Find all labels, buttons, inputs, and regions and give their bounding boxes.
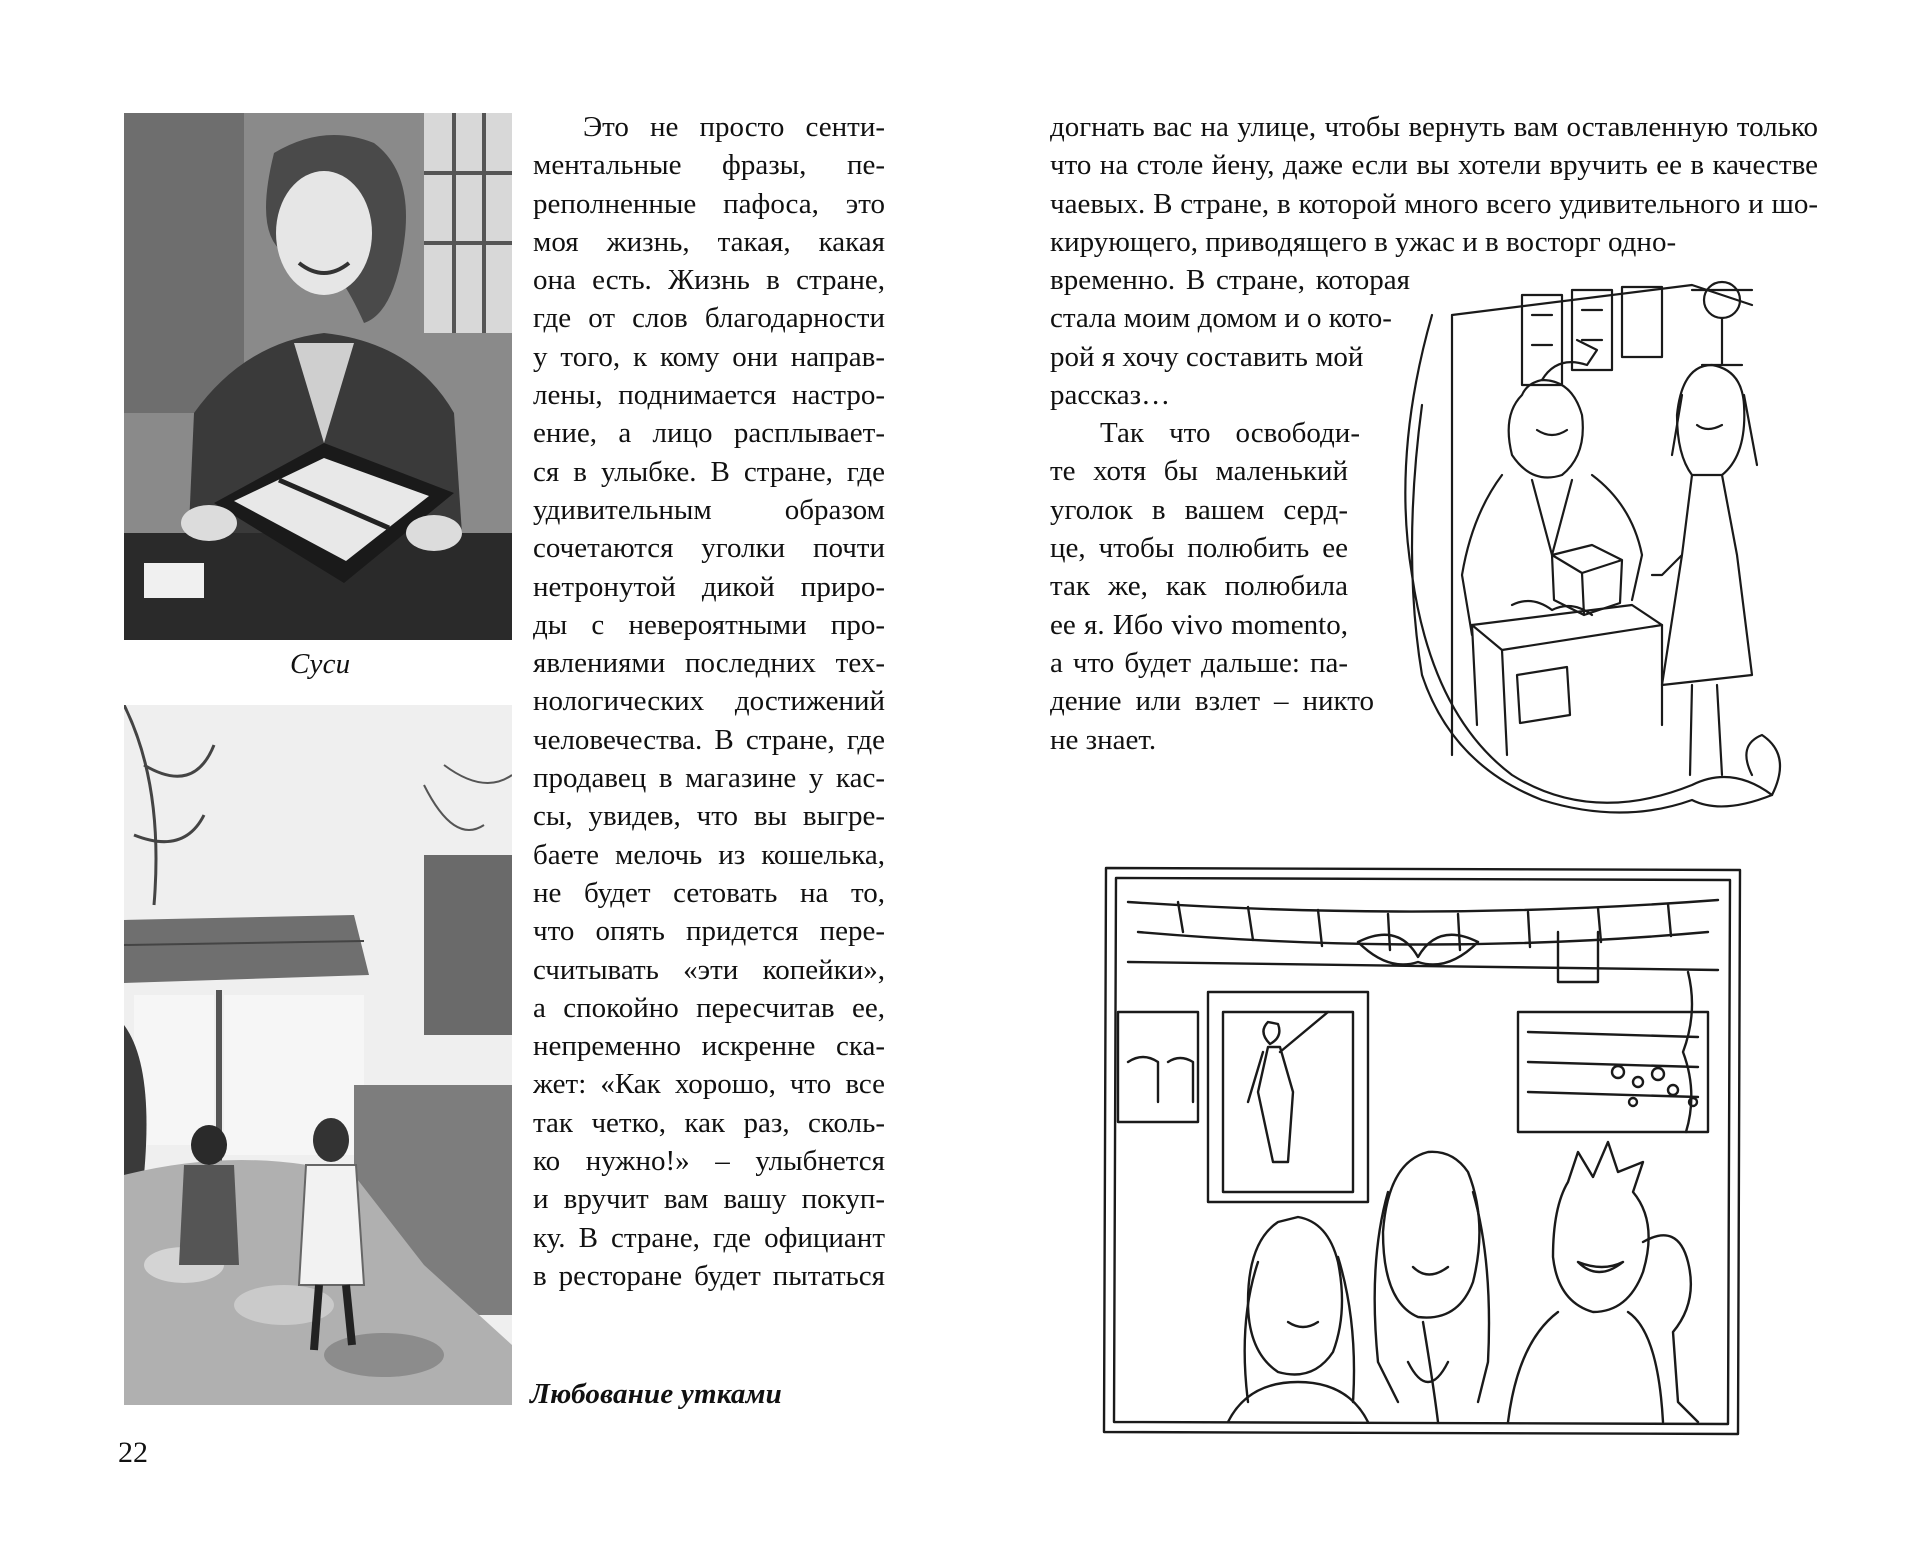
text-line: реполненные пафоса, это bbox=[533, 187, 885, 220]
text-line: стала моим домом и о кото- bbox=[1050, 302, 1392, 335]
text-line: явлениями последних тех- bbox=[533, 647, 885, 680]
text-line: продавец в магазине у кас- bbox=[533, 762, 885, 795]
text-line: нологических достижений bbox=[533, 685, 885, 718]
text-line: рассказ… bbox=[1050, 378, 1171, 411]
right-text-top bbox=[1050, 108, 1818, 261]
text-line: ение, а лицо расплывает- bbox=[533, 417, 885, 450]
text-line: те хотя бы маленький bbox=[1050, 455, 1348, 488]
street-shop-drawing bbox=[1098, 862, 1748, 1440]
text-line: что опять придется пере- bbox=[533, 915, 885, 948]
ducks-photo bbox=[124, 705, 512, 1405]
text-line: моя жизнь, такая, какая bbox=[533, 225, 885, 258]
text-line: Это не просто сенти- bbox=[583, 111, 885, 143]
text-line: она есть. Жизнь в стране, bbox=[533, 264, 885, 297]
text-line: жет: «Как хорошо, что все bbox=[533, 1068, 885, 1101]
text-line: что на столе йену, даже если вы хотели вручить ее в качестве bbox=[1050, 149, 1818, 182]
page-number: 22 bbox=[118, 1436, 148, 1469]
text-line: ко нужно!» – улыбнется bbox=[533, 1145, 885, 1178]
sushi-photo bbox=[124, 113, 512, 640]
left-text-column bbox=[533, 108, 885, 1295]
text-line: непременно искренне ска- bbox=[533, 1030, 885, 1063]
text-line: баете мелочь из кошелька, bbox=[533, 838, 885, 871]
text-line: сы, увидев, что вы выгре- bbox=[533, 800, 885, 833]
text-line: Так что освободи- bbox=[1100, 417, 1360, 450]
text-line: не будет сетовать на то, bbox=[533, 876, 885, 909]
text-line: так же, как полюбила bbox=[1050, 570, 1348, 603]
text-line: кирующего, приводящего в ужас и в восторг одно- bbox=[1050, 225, 1677, 258]
text-line: у того, к кому они направ- bbox=[533, 340, 885, 373]
text-line: не знает. bbox=[1050, 723, 1157, 756]
shop-counter-drawing bbox=[1392, 255, 1802, 825]
sushi-caption: Суси bbox=[290, 648, 351, 680]
text-line: в ресторане будет пытаться bbox=[533, 1259, 885, 1292]
text-line: ку. В стране, где официант bbox=[533, 1221, 885, 1254]
text-line: уголок в вашем серд- bbox=[1050, 493, 1348, 526]
right-text-narrow bbox=[1050, 261, 1410, 759]
text-line: ды с невероятными про- bbox=[533, 608, 885, 641]
text-line: лены, поднимается настро- bbox=[533, 379, 885, 412]
text-line: ся в улыбке. В стране, где bbox=[533, 455, 885, 488]
text-line: а что будет дальше: па- bbox=[1050, 646, 1348, 679]
text-line: ее я. Ибо vivo momento, bbox=[1050, 608, 1348, 641]
text-line: догнать вас на улице, чтобы вернуть вам оставленную только bbox=[1050, 111, 1818, 143]
text-line: дение или взлет – никто bbox=[1050, 685, 1374, 718]
text-line: це, чтобы полюбить ее bbox=[1050, 532, 1348, 565]
text-line: рой я хочу составить мой bbox=[1050, 340, 1364, 373]
text-line: удивительным образом bbox=[533, 493, 885, 526]
text-line: ментальные фразы, пе- bbox=[533, 149, 885, 182]
text-line: так четко, как раз, сколь- bbox=[533, 1106, 885, 1139]
ducks-caption: Любование утками bbox=[530, 1378, 782, 1410]
text-line: считывать «эти копейки», bbox=[533, 953, 885, 986]
text-line: временно. В стране, которая bbox=[1050, 264, 1410, 296]
text-line: человечества. В стране, где bbox=[533, 723, 885, 756]
text-line: сочетаются уголки почти bbox=[533, 532, 885, 565]
text-line: и вручит вам вашу покуп- bbox=[533, 1183, 885, 1216]
text-line: чаевых. В стране, в которой много всего удивительного и шо- bbox=[1050, 187, 1818, 220]
text-line: где от слов благодарности bbox=[533, 302, 885, 335]
text-line: а спокойно пересчитав ее, bbox=[533, 991, 885, 1024]
text-line: нетронутой дикой приро- bbox=[533, 570, 885, 603]
